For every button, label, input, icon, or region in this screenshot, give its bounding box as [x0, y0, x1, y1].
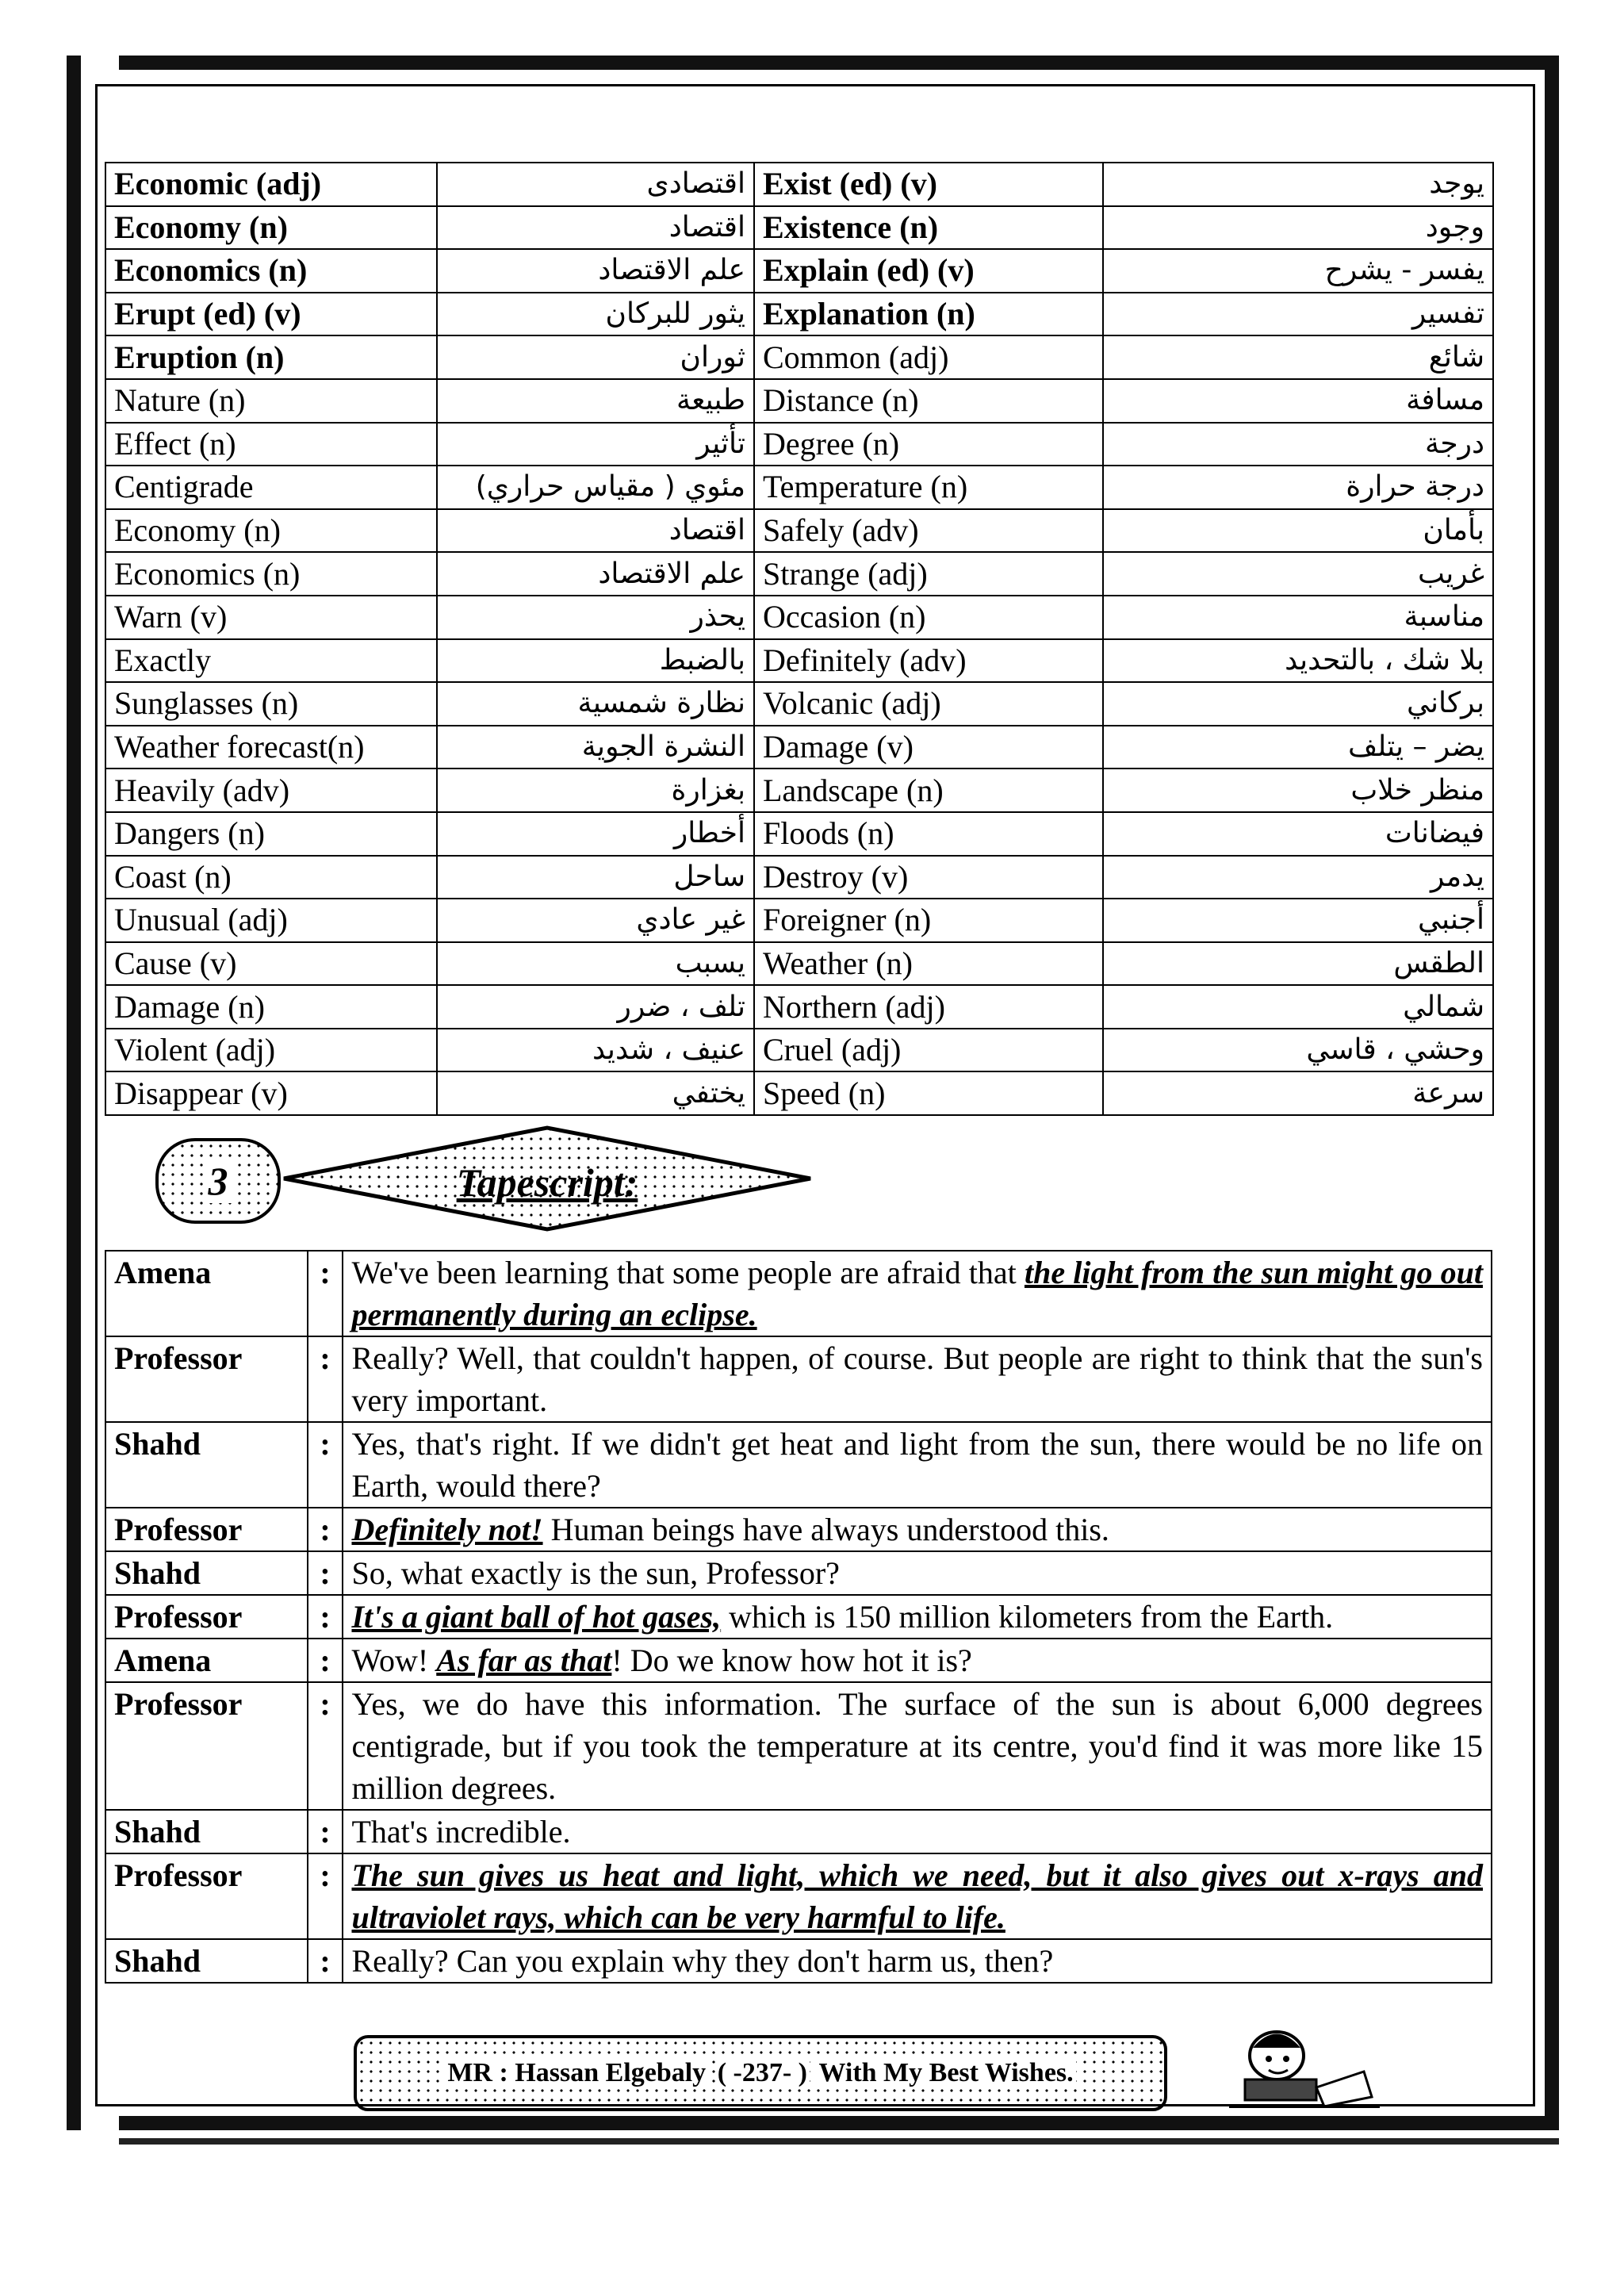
vocab-arabic-meaning: درجة — [1103, 423, 1493, 466]
vocab-arabic-meaning: مناسبة — [1103, 596, 1493, 639]
vocab-english-term: Cause (v) — [105, 942, 437, 986]
vocab-english-term: Economics (n) — [105, 552, 437, 596]
vocab-arabic-meaning: أجنبي — [1103, 899, 1493, 942]
vocab-row — [105, 596, 1493, 639]
speaker-name: Professor — [105, 1508, 308, 1551]
vocab-arabic-meaning: شائع — [1103, 335, 1493, 379]
vocab-arabic-meaning: يضر – يتلف — [1103, 726, 1493, 769]
vocab-english-term: Cruel (adj) — [754, 1029, 1103, 1072]
vocab-arabic-meaning: أخطار — [437, 812, 754, 856]
vocab-arabic-meaning: الطقس — [1103, 942, 1493, 986]
speaker-name: Shahd — [105, 1939, 308, 1983]
speaker-colon: : — [308, 1422, 343, 1508]
vocab-english-term: Damage (n) — [105, 985, 437, 1029]
dialogue-text — [343, 1251, 1492, 1336]
dialogue-highlight: The sun gives us heat and light, which we need, but it also gives out x-rays and ultraviolet rays, which can be very harmful to life. — [351, 1857, 1483, 1935]
dialogue-segment: So, what exactly is the sun, Professor? — [351, 1555, 840, 1591]
dialogue-text — [343, 1595, 1492, 1639]
vocab-arabic-meaning: غير عادي — [437, 899, 754, 942]
frame-bottom-shadow — [119, 2138, 1559, 2145]
vocab-english-term: Strange (adj) — [754, 552, 1103, 596]
frame-right-bar — [1545, 56, 1559, 2130]
vocab-arabic-meaning: اقتصادى — [437, 163, 754, 206]
vocab-arabic-meaning: وجود — [1103, 206, 1493, 250]
vocab-row — [105, 985, 1493, 1029]
vocab-arabic-meaning: النشرة الجوية — [437, 726, 754, 769]
tapescript-row — [105, 1336, 1492, 1422]
vocab-english-term: Explanation (n) — [754, 293, 1103, 336]
tapescript-row — [105, 1508, 1492, 1551]
vocab-arabic-meaning: عنيف ، شديد — [437, 1029, 754, 1072]
vocab-arabic-meaning: تأثير — [437, 423, 754, 466]
vocab-arabic-meaning: يفسر - يشرح — [1103, 249, 1493, 293]
vocab-row — [105, 335, 1493, 379]
vocab-arabic-meaning: يدمر — [1103, 856, 1493, 899]
tapescript-row — [105, 1422, 1492, 1508]
speaker-colon: : — [308, 1595, 343, 1639]
vocab-english-term: Safely (adv) — [754, 509, 1103, 553]
vocab-english-term: Landscape (n) — [754, 769, 1103, 812]
vocab-english-term: Northern (adj) — [754, 985, 1103, 1029]
dialogue-text — [343, 1551, 1492, 1595]
vocab-english-term: Weather forecast(n) — [105, 726, 437, 769]
vocab-row — [105, 509, 1493, 553]
vocab-english-term: Centigrade — [105, 466, 437, 509]
tapescript-row — [105, 1551, 1492, 1595]
vocab-row — [105, 899, 1493, 942]
vocab-english-term: Occasion (n) — [754, 596, 1103, 639]
tapescript-row — [105, 1251, 1492, 1336]
vocab-row — [105, 163, 1493, 206]
vocab-row — [105, 942, 1493, 986]
vocab-english-term: Weather (n) — [754, 942, 1103, 986]
vocab-english-term: Distance (n) — [754, 379, 1103, 423]
vocab-row — [105, 379, 1493, 423]
vocab-arabic-meaning: يثور للبركان — [437, 293, 754, 336]
dialogue-highlight: Definitely not! — [351, 1512, 543, 1547]
speaker-colon: : — [308, 1853, 343, 1939]
tapescript-row — [105, 1939, 1492, 1983]
vocab-english-term: Existence (n) — [754, 206, 1103, 250]
speaker-colon: : — [308, 1251, 343, 1336]
vocab-english-term: Degree (n) — [754, 423, 1103, 466]
dialogue-segment: Wow! — [351, 1642, 437, 1678]
vocab-row — [105, 639, 1493, 683]
vocab-arabic-meaning: مئوي ( مقياس حراري) — [437, 466, 754, 509]
dialogue-text — [343, 1422, 1492, 1508]
vocab-arabic-meaning: بلا شك ، بالتحديد — [1103, 639, 1493, 683]
vocab-row — [105, 206, 1493, 250]
vocab-english-term: Sunglasses (n) — [105, 682, 437, 726]
tapescript-row — [105, 1853, 1492, 1939]
speaker-name: Amena — [105, 1639, 308, 1682]
vocab-english-term: Common (adj) — [754, 335, 1103, 379]
vocab-row — [105, 466, 1493, 509]
speaker-name: Shahd — [105, 1551, 308, 1595]
vocab-arabic-meaning: اقتصاد — [437, 206, 754, 250]
vocab-english-term: Economy (n) — [105, 206, 437, 250]
dialogue-highlight: As far as that — [436, 1642, 612, 1678]
dialogue-text — [343, 1336, 1492, 1422]
dialogue-segment: Yes, that's right. If we didn't get heat and light from the sun, there would be no life on Earth, would there? — [351, 1426, 1483, 1504]
dialogue-text — [343, 1853, 1492, 1939]
vocab-arabic-meaning: منظر خلاب — [1103, 769, 1493, 812]
vocab-arabic-meaning: بركاني — [1103, 682, 1493, 726]
speaker-colon: : — [308, 1551, 343, 1595]
vocab-arabic-meaning: درجة حرارة — [1103, 466, 1493, 509]
speaker-name: Shahd — [105, 1422, 308, 1508]
vocab-english-term: Disappear (v) — [105, 1071, 437, 1115]
vocab-english-term: Exist (ed) (v) — [754, 163, 1103, 206]
vocab-arabic-meaning: ثوران — [437, 335, 754, 379]
vocab-arabic-meaning: نظارة شمسية — [437, 682, 754, 726]
dialogue-segment: Human beings have always understood this. — [542, 1512, 1109, 1547]
vocab-arabic-meaning: شمالي — [1103, 985, 1493, 1029]
vocab-english-term: Violent (adj) — [105, 1029, 437, 1072]
vocab-row — [105, 856, 1493, 899]
vocab-english-term: Definitely (adv) — [754, 639, 1103, 683]
dialogue-highlight: the light from the sun might go out permanently during an eclipse. — [351, 1255, 1483, 1332]
vocab-arabic-meaning: بغزارة — [437, 769, 754, 812]
vocab-arabic-meaning: مسافة — [1103, 379, 1493, 423]
speaker-name: Amena — [105, 1251, 308, 1336]
dialogue-highlight: It's a giant ball of hot gases, — [351, 1599, 722, 1635]
dialogue-segment: ! Do we know how hot it is? — [611, 1642, 972, 1678]
tapescript-row — [105, 1595, 1492, 1639]
dialogue-text — [343, 1682, 1492, 1810]
speaker-name: Professor — [105, 1595, 308, 1639]
vocab-english-term: Heavily (adv) — [105, 769, 437, 812]
speaker-colon: : — [308, 1939, 343, 1983]
section-number-badge — [155, 1138, 281, 1224]
footer-wishes: With My Best Wishes. — [816, 2058, 1075, 2087]
speaker-name: Professor — [105, 1336, 308, 1422]
frame-left-bar — [67, 56, 81, 2130]
frame-top-bar — [119, 56, 1559, 70]
vocab-arabic-meaning: اقتصاد — [437, 509, 754, 553]
footer-text — [445, 2058, 1075, 2088]
tapescript-table — [105, 1250, 1492, 1984]
vocab-row — [105, 293, 1493, 336]
vocab-arabic-meaning: طبيعة — [437, 379, 754, 423]
vocab-arabic-meaning: يختفي — [437, 1071, 754, 1115]
speaker-colon: : — [308, 1810, 343, 1853]
vocab-english-term: Effect (n) — [105, 423, 437, 466]
vocab-arabic-meaning: فيضانات — [1103, 812, 1493, 856]
speaker-colon: : — [308, 1682, 343, 1810]
speaker-name: Shahd — [105, 1810, 308, 1853]
vocab-arabic-meaning: وحشي ، قاسي — [1103, 1029, 1493, 1072]
vocab-row — [105, 1071, 1493, 1115]
frame-bottom-bar — [119, 2116, 1559, 2130]
vocab-english-term: Speed (n) — [754, 1071, 1103, 1115]
footer-banner — [354, 2035, 1167, 2111]
footer-author: MR : Hassan Elgebaly — [445, 2058, 708, 2087]
section-number: 3 — [204, 1159, 233, 1203]
dialogue-segment: That's incredible. — [351, 1814, 571, 1849]
vocab-english-term: Explain (ed) (v) — [754, 249, 1103, 293]
vocab-arabic-meaning: يحذر — [437, 596, 754, 639]
dialogue-segment: We've been learning that some people are afraid that — [351, 1255, 1025, 1290]
tapescript-body — [105, 1251, 1492, 1983]
section-title: Tapescript: — [456, 1160, 638, 1205]
speaker-colon: : — [308, 1336, 343, 1422]
vocab-arabic-meaning: تفسير — [1103, 293, 1493, 336]
speaker-name: Professor — [105, 1853, 308, 1939]
speaker-colon: : — [308, 1508, 343, 1551]
dialogue-segment: Really? Can you explain why they don't harm us, then? — [351, 1943, 1054, 1979]
tapescript-row — [105, 1682, 1492, 1810]
dialogue-text — [343, 1939, 1492, 1983]
vocab-arabic-meaning: علم الاقتصاد — [437, 552, 754, 596]
vocab-arabic-meaning: غريب — [1103, 552, 1493, 596]
vocab-english-term: Volcanic (adj) — [754, 682, 1103, 726]
vocab-row — [105, 423, 1493, 466]
vocab-english-term: Floods (n) — [754, 812, 1103, 856]
vocab-arabic-meaning: يوجد — [1103, 163, 1493, 206]
speaker-name: Professor — [105, 1682, 308, 1810]
vocab-english-term: Unusual (adj) — [105, 899, 437, 942]
vocabulary-table — [105, 162, 1494, 1116]
dialogue-text — [343, 1810, 1492, 1853]
vocab-english-term: Foreigner (n) — [754, 899, 1103, 942]
vocab-english-term: Economic (adj) — [105, 163, 437, 206]
vocab-english-term: Damage (v) — [754, 726, 1103, 769]
dialogue-text — [343, 1639, 1492, 1682]
vocab-row — [105, 682, 1493, 726]
vocab-english-term: Dangers (n) — [105, 812, 437, 856]
dialogue-segment: which is 150 million kilometers from the Earth. — [721, 1599, 1334, 1635]
vocab-english-term: Destroy (v) — [754, 856, 1103, 899]
vocab-row — [105, 249, 1493, 293]
vocab-arabic-meaning: يسبب — [437, 942, 754, 986]
vocab-row — [105, 726, 1493, 769]
footer-page-number: ( -237- ) — [715, 2058, 810, 2087]
dialogue-text — [343, 1508, 1492, 1551]
dialogue-segment: Yes, we do have this information. The surface of the sun is about 6,000 degrees centigrade, but if you took the temperature at its centre, you'd find it was more like 15 million degrees. — [351, 1686, 1483, 1806]
speaker-colon: : — [308, 1639, 343, 1682]
vocab-row — [105, 552, 1493, 596]
vocab-row — [105, 769, 1493, 812]
vocab-arabic-meaning: ساحل — [437, 856, 754, 899]
vocab-row — [105, 1029, 1493, 1072]
vocab-arabic-meaning: سرعة — [1103, 1071, 1493, 1115]
vocab-arabic-meaning: بأمان — [1103, 509, 1493, 553]
vocab-english-term: Erupt (ed) (v) — [105, 293, 437, 336]
vocab-english-term: Eruption (n) — [105, 335, 437, 379]
vocab-english-term: Economics (n) — [105, 249, 437, 293]
vocab-arabic-meaning: علم الاقتصاد — [437, 249, 754, 293]
vocab-english-term: Warn (v) — [105, 596, 437, 639]
vocab-english-term: Nature (n) — [105, 379, 437, 423]
dialogue-segment: Really? Well, that couldn't happen, of course. But people are right to think that the sun's very important. — [351, 1340, 1483, 1418]
vocab-english-term: Temperature (n) — [754, 466, 1103, 509]
vocab-row — [105, 812, 1493, 856]
vocab-english-term: Coast (n) — [105, 856, 437, 899]
tapescript-row — [105, 1810, 1492, 1853]
vocab-arabic-meaning: بالضبط — [437, 639, 754, 683]
reading-mascot-icon — [1221, 2024, 1388, 2111]
vocab-english-term: Economy (n) — [105, 509, 437, 553]
vocabulary-body — [105, 163, 1493, 1115]
vocab-english-term: Exactly — [105, 639, 437, 683]
tapescript-row — [105, 1639, 1492, 1682]
vocab-arabic-meaning: تلف ، ضرر — [437, 985, 754, 1029]
